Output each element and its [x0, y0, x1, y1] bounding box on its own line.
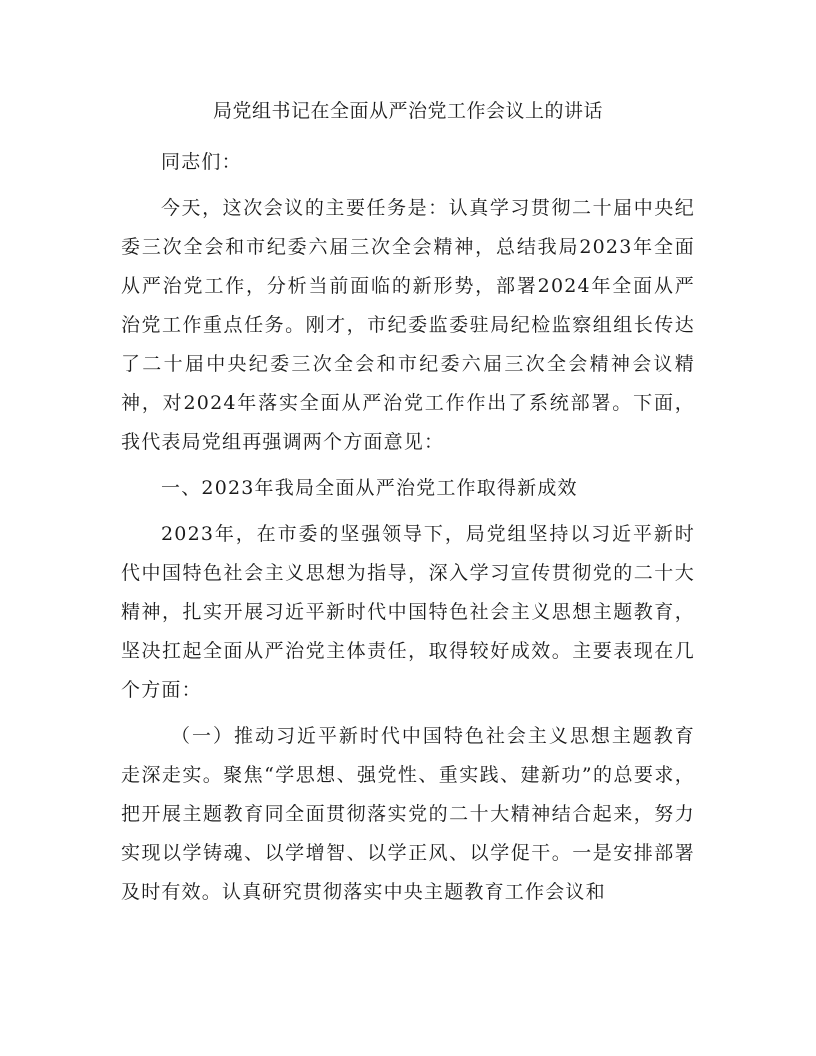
document-body [121, 143, 695, 919]
paragraph-subsection-1: （一）推动习近平新时代中国特色社会主义思想主题教育走深走实。聚焦“学思想、强党性、重实践、建新功”的总要求，把开展主题教育同全面贯彻落实党的二十大精神结合起来，努力实现以学铸魂、以学增智、以学正风、以学促干。一是安排部署及时有效。认真研究贯彻落实中央主题教育工作会议和 [121, 725, 695, 903]
greeting: 同志们： [161, 151, 242, 173]
section-heading-1: 一、2023年我局全面从严治党工作取得新成效 [161, 477, 578, 499]
paragraph-2023-summary: 2023年，在市委的坚强领导下，局党组坚持以习近平新时代中国特色社会主义思想为指导，深入学习宣传贯彻党的二十大精神，扎实开展习近平新时代中国特色社会主义思想主题教育，坚决扛起全面从严治党主体责任，取得较好成效。主要表现在几个方面： [121, 523, 695, 701]
paragraph-intro: 今天，这次会议的主要任务是：认真学习贯彻二十届中央纪委三次全会和市纪委六届三次全会精神，总结我局2023年全面从严治党工作，分析当前面临的新形势，部署2024年全面从严治党工作重点任务。刚才，市纪委监委驻局纪检监察组组长传达了二十届中央纪委三次全会和市纪委六届三次全会精神会议精神，对2024年落实全面从严治党工作作出了系统部署。下面，我代表局党组再强调两个方面意见： [121, 197, 695, 453]
document-title: 局党组书记在全面从严治党工作会议上的讲话 [212, 100, 603, 122]
